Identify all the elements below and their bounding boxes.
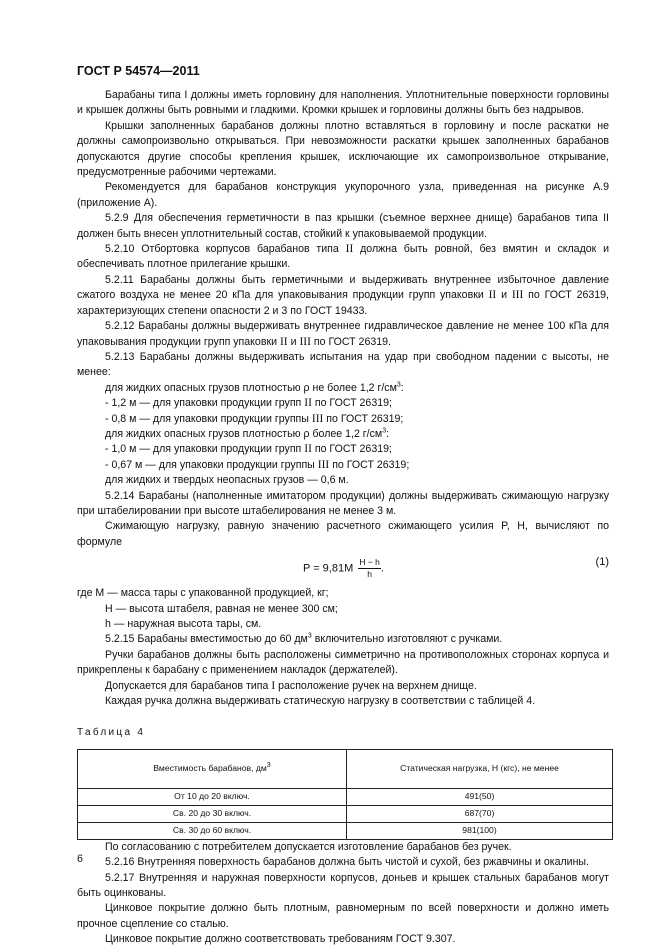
list-item: для жидких и твердых неопасных грузов — 0,6 м.: [105, 474, 349, 487]
definition: H — высота штабеля, равная не менее 300 см;: [105, 602, 338, 615]
definition: где M — масса тары с упакованной продукцией, кг;: [77, 587, 329, 600]
page-body: [77, 88, 609, 948]
page-number: 6: [77, 853, 83, 865]
clause-5-2-16: 5.2.16 Внутренняя поверхность барабанов должна быть чистой и сухой, без ржавчины и окалины.: [105, 856, 589, 869]
list-item: для жидких опасных грузов плотностью ρ более 1,2 $г/см^3$:: [105, 427, 390, 440]
formula-number: (1): [595, 556, 609, 569]
table-header-load: Статическая нагрузка, Н (кгс), не менее: [347, 749, 613, 788]
formula-numerator: H − h: [359, 557, 380, 568]
list-item: - 0,8 м — для упаковки продукции группы III по ГОСТ 26319;: [105, 412, 404, 425]
clause-5-2-9: 5.2.9 Для обеспечения герметичности в паз крышки (съемное верхнее днище) барабанов типа II должен быть внесен уплотнительный состав, стойкий к упаковываемой продукции.: [77, 212, 609, 240]
paragraph: Ручки барабанов должны быть расположены симметрично на противоположных сторонах корпуса и прикреплены к барабану с применением накладок (держателей).: [77, 648, 609, 677]
table-cell: 491(50): [347, 788, 613, 805]
formula-fraction: [358, 557, 381, 580]
paragraph: Каждая ручка должна выдерживать статическую нагрузку в соответствии с таблицей 4.: [105, 695, 536, 708]
table-row: [78, 788, 613, 805]
paragraph: Барабаны типа I должны иметь горловину для наполнения. Уплотнительные поверхности горловины и крышек должны быть ровными и гладкими. Кромки крышек и горловины должны быть без надрывов.: [77, 89, 609, 117]
table-cell: От 10 до 20 включ.: [78, 788, 347, 805]
list-item: - 1,0 м — для упаковки продукции групп II по ГОСТ 26319;: [105, 443, 392, 456]
paragraph: Допускается для барабанов типа I расположение ручек на верхнем днище.: [105, 679, 477, 692]
table-header-capacity: Вместимость барабанов, $дм^3$: [78, 749, 347, 788]
list-item: для жидких опасных грузов плотностью ρ не более 1,2 $г/см^3$:: [105, 381, 404, 394]
table-cell: Св. 20 до 30 включ.: [78, 805, 347, 822]
table-cell: Св. 30 до 60 включ.: [78, 822, 347, 839]
clause-5-2-15: 5.2.15 Барабаны вместимостью до 60 $дм^3$ включительно изготовляют с ручками.: [105, 632, 503, 646]
document-header: ГОСТ Р 54574—2011: [77, 64, 200, 78]
table-row: [78, 822, 613, 839]
formula-denominator: h: [367, 569, 372, 580]
table-header-row: [78, 749, 613, 788]
list-item: - 1,2 м — для упаковки продукции групп II по ГОСТ 26319;: [105, 397, 392, 410]
formula-expression: P = 9,81M $\frac{H - h}{h}$ .: [303, 557, 384, 580]
paragraph: По согласованию с потребителем допускается изготовление барабанов без ручек.: [105, 840, 512, 853]
clause-5-2-11: 5.2.11 Барабаны должны быть герметичными и выдерживать внутреннее избыточное давление сжатого воздуха не менее 20 кПа для упаковывания продукции групп упаковки II и III по ГОСТ 26319, характеризующих степени опасности 2 и 3 по ГОСТ 19433.: [77, 273, 609, 317]
paragraph: Крышки заполненных барабанов должны плотно вставляться в горловину и после раскатки не должны самопроизвольно открываться. При невозможности раскатки крышек заполненных барабанов допускаются другие способы крепления крышек, исключающие их самопроизвольное открывание, предусмотренные рабочими чертежами.: [77, 119, 609, 179]
table-cell: 981(100): [347, 822, 613, 839]
clause-5-2-14: 5.2.14 Барабаны (наполненные имитатором продукции) должны выдерживать сжимающую нагрузку при штабелировании при высоте штабелирования не менее 3 м.: [77, 489, 609, 517]
formula-lhs: P = 9,81M: [303, 562, 354, 575]
paragraph: Сжимающую нагрузку, равную значению расчетного сжимающего усилия P, Н, вычисляют по формуле: [77, 520, 609, 548]
clause-5-2-10: 5.2.10 Отбортовка корпусов барабанов типа II должна быть ровной, без вмятин и складок и обеспечивать плотное прилегание крышки.: [77, 243, 610, 271]
table-4: [77, 749, 613, 840]
clause-5-2-17: 5.2.17 Внутренняя и наружная поверхности корпусов, доньев и крышек стальных барабанов могут быть оцинкованы.: [77, 871, 609, 900]
definition: h — наружная высота тары, см.: [105, 618, 262, 630]
paragraph: Цинковое покрытие должно быть плотным, равномерным по всей поверхности и должно иметь прочное сцепление со сталью.: [77, 902, 609, 930]
formula-1: [77, 552, 609, 582]
table-caption: Таблица 4: [77, 727, 146, 739]
table-cell: 687(70): [347, 805, 613, 822]
paragraph: Цинковое покрытие должно соответствовать требованиям ГОСТ 9.307.: [105, 933, 456, 946]
clause-5-2-12: 5.2.12 Барабаны должны выдерживать внутреннее гидравлическое давление не менее 100 кПа для упаковывания продукции групп упаковки II и III по ГОСТ 26319.: [77, 320, 609, 348]
list-item: - 0,67 м — для упаковки продукции группы III по ГОСТ 26319;: [105, 458, 410, 471]
table-row: [78, 805, 613, 822]
paragraph: Рекомендуется для барабанов конструкция укупорочного узла, приведенная на рисунке А.9 (приложение А).: [77, 181, 609, 209]
clause-5-2-13: 5.2.13 Барабаны должны выдерживать испытания на удар при свободном падении с высоты, не менее:: [77, 350, 609, 379]
